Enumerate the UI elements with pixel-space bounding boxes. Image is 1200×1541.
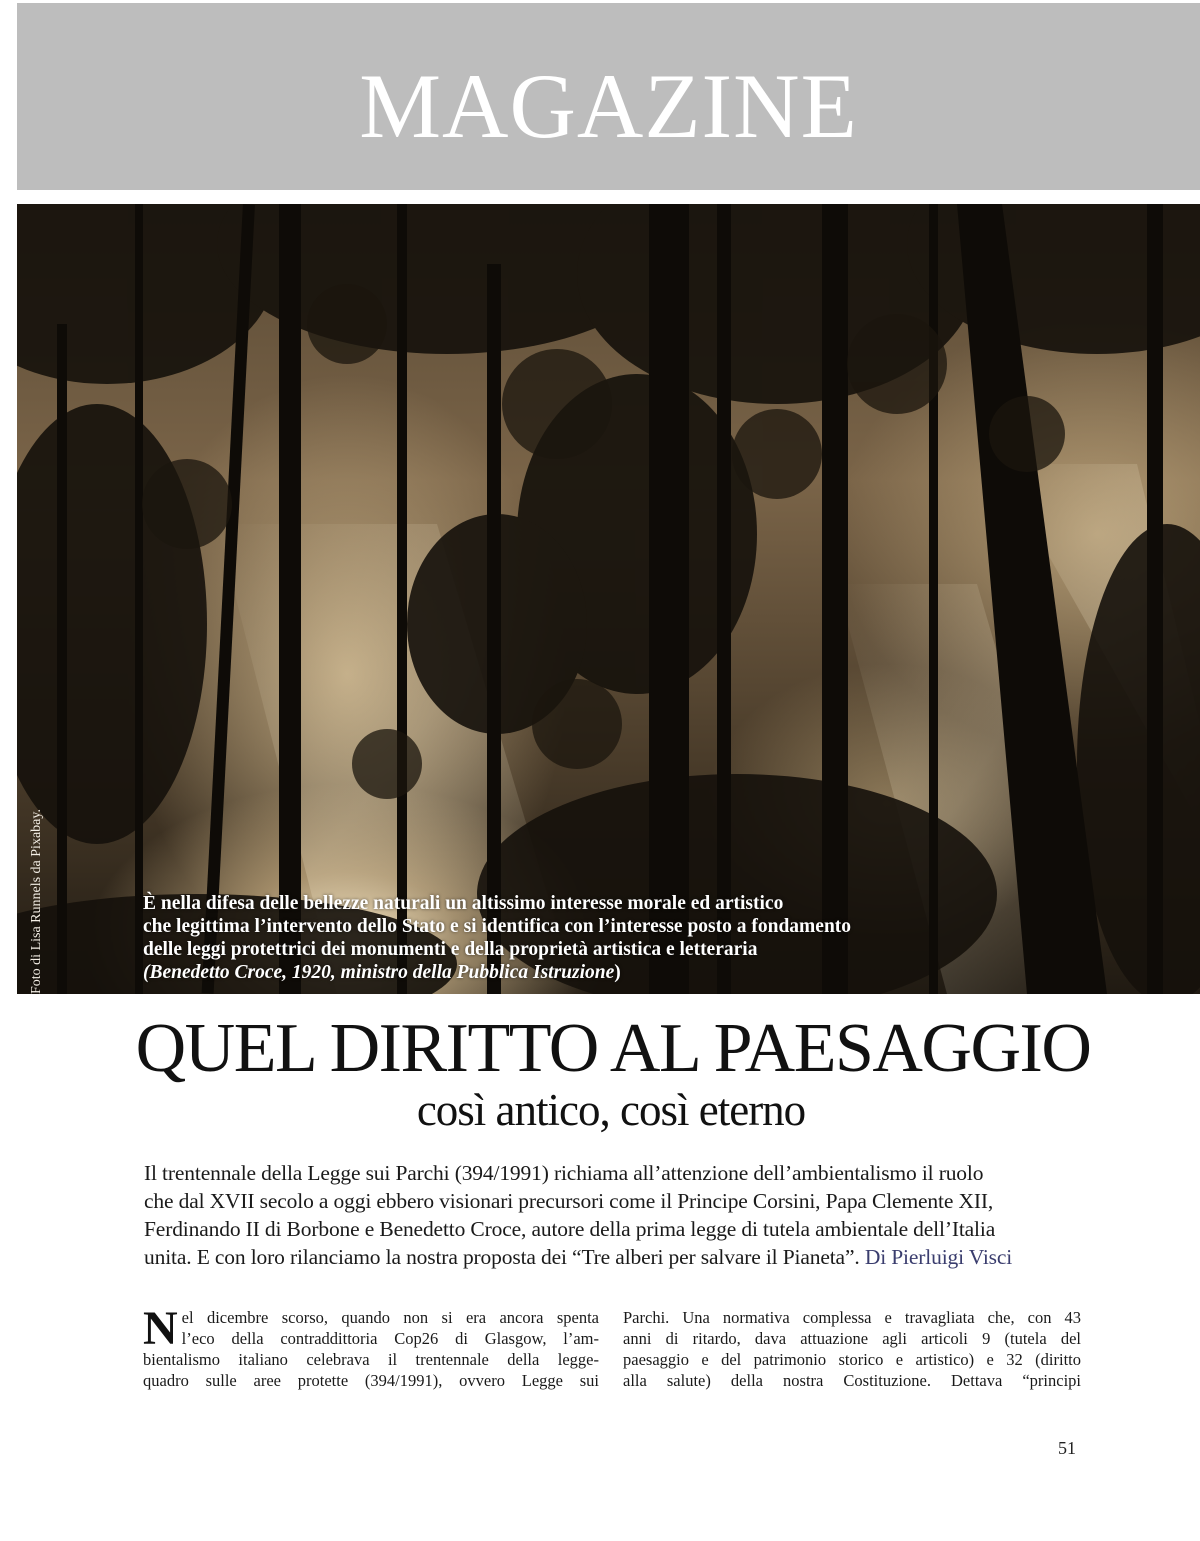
lead-line: Ferdinando II di Borbone e Benedetto Croce, autore della prima legge di tutela ambientale dell’Italia: [144, 1217, 996, 1241]
lead-last-line: [144, 1243, 1084, 1271]
body-line: paesaggio e del patrimonio storico e artistico) e 32 (diritto: [623, 1350, 1081, 1369]
quote-attribution: (Benedetto Croce, 1920, ministro della Pubblica Istruzione: [143, 962, 615, 983]
body-line: anni di ritardo, dava attuazione agli articoli 9 (tutela del: [623, 1329, 1081, 1348]
author-byline: Di Pierluigi Visci: [864, 1245, 1013, 1269]
body-line: bientalismo italiano celebrava il trentennale della legge-: [143, 1350, 599, 1369]
body-column-right: [623, 1307, 1081, 1391]
article-subheadline: così antico, così eterno: [416, 1085, 806, 1135]
article-headline: QUEL DIRITTO AL PAESAGGIO: [135, 1010, 1091, 1087]
body-line: el dicembre scorso, quando non si era ancora spenta: [181, 1308, 599, 1327]
masthead-banner: [17, 3, 1200, 190]
page-number: 51: [1058, 1438, 1076, 1458]
body-line: Parchi. Una normativa complessa e travagliata che, con 43: [623, 1308, 1081, 1327]
quote-attribution-close: ): [614, 962, 621, 983]
body-column-left: [143, 1302, 599, 1391]
forest-photo: [17, 204, 1200, 994]
body-line: alla salute) della nostra Costituzione. Dettava “principi: [623, 1371, 1081, 1390]
magazine-title: MAGAZINE: [359, 54, 858, 157]
quote-attribution-line: [143, 961, 1043, 984]
quote-line: delle leggi protettrici dei monumenti e della proprietà artistica e letteraria: [143, 939, 758, 960]
quote-line: che legittima l’intervento dello Stato e si identifica con l’interesse posto a fondamento: [143, 916, 852, 937]
article-lead: [144, 1159, 1084, 1271]
quote-line: È nella difesa delle bellezze naturali un altissimo interesse morale ed artistico: [143, 893, 784, 914]
lead-line: Il trentennale della Legge sui Parchi (394/1991) richiama all’attenzione dell’ambientalismo il ruolo: [144, 1161, 984, 1185]
photo-credit: Foto di Lisa Runnels da Pixabay.: [29, 809, 44, 994]
body-line: l’eco della contraddittoria Cop26 di Glasgow, l’am-: [181, 1329, 599, 1348]
lead-line: che dal XVII secolo a oggi ebbero visionari precursori come il Principe Corsini, Papa Clemente XII,: [144, 1189, 994, 1213]
photo-quote: [143, 892, 1043, 984]
lead-line: unita. E con loro rilanciamo la nostra proposta dei “Tre alberi per salvare il Pianeta”.: [144, 1245, 860, 1269]
body-line: quadro sulle aree protette (394/1991), ovvero Legge sui: [143, 1371, 599, 1390]
forest-silhouette-image: [17, 204, 1200, 994]
drop-cap: N: [143, 1302, 178, 1355]
